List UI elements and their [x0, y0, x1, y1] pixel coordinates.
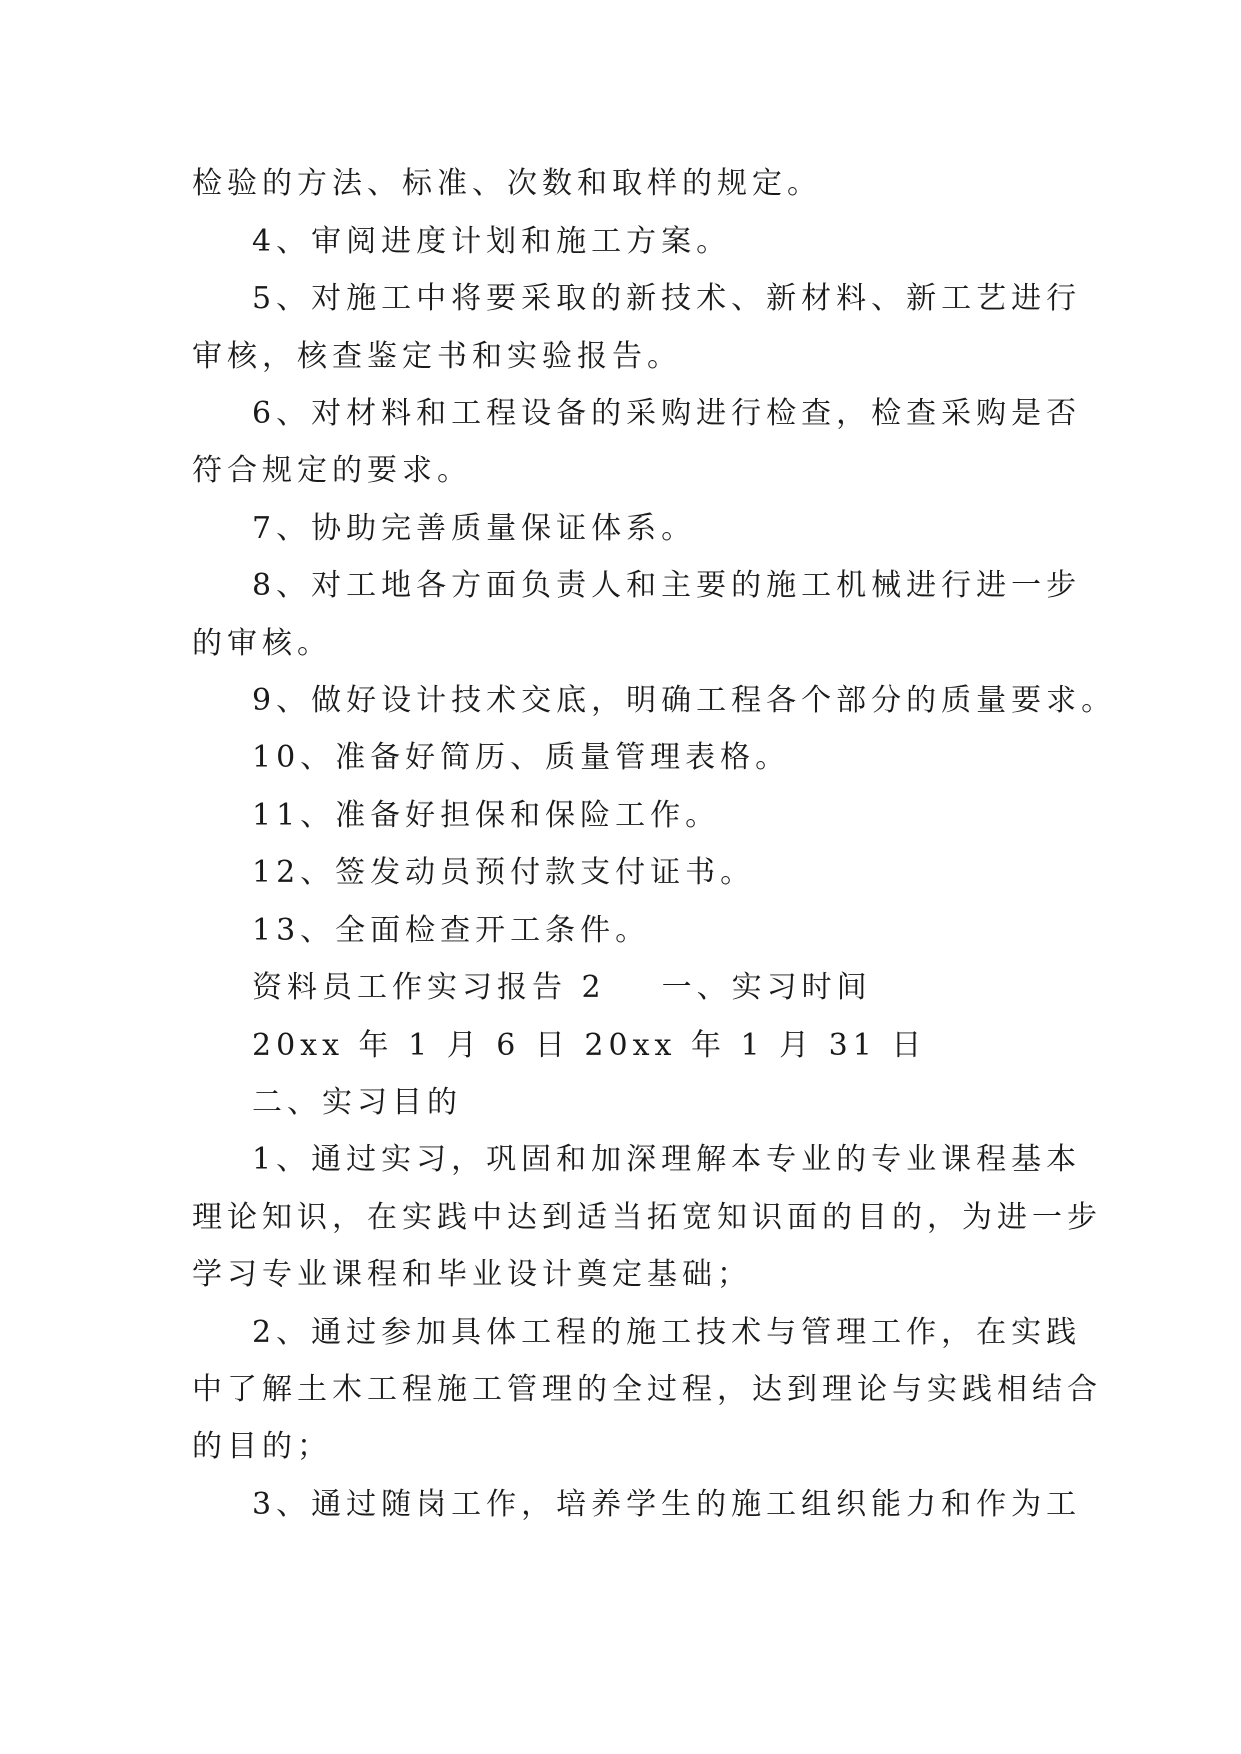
text-line: 9、做好设计技术交底，明确工程各个部分的质量要求。: [252, 683, 1117, 718]
text-line: 6、对材料和工程设备的采购进行检查，检查采购是否: [252, 396, 1082, 431]
text-line: 11、准备好担保和保险工作。: [252, 798, 721, 833]
text-line: 7、协助完善质量保证体系。: [252, 511, 697, 546]
text-line: 的目的；: [192, 1429, 332, 1464]
text-line: 1、通过实习，巩固和加深理解本专业的专业课程基本: [252, 1142, 1082, 1177]
subsection-title: 一、实习时间: [661, 970, 872, 1005]
text-line: 12、签发动员预付款支付证书。: [252, 855, 756, 890]
text-line: 2、通过参加具体工程的施工技术与管理工作，在实践: [252, 1315, 1082, 1350]
text-line: 3、通过随岗工作，培养学生的施工组织能力和作为工: [252, 1487, 1082, 1522]
report-title: 资料员工作实习报告 2: [252, 970, 606, 1005]
text-line: 10、准备好简历、质量管理表格。: [252, 740, 791, 775]
section-heading: [252, 968, 872, 1008]
text-line: 8、对工地各方面负责人和主要的施工机械进行进一步: [252, 568, 1082, 603]
text-line: 学习专业课程和毕业设计奠定基础；: [192, 1257, 752, 1292]
text-line: 二、实习目的: [252, 1085, 462, 1120]
text-line: 审核，核查鉴定书和实验报告。: [192, 339, 682, 374]
text-line: 13、全面检查开工条件。: [252, 913, 651, 948]
text-line: 4、审阅进度计划和施工方案。: [252, 224, 732, 259]
text-line: 的审核。: [192, 626, 332, 661]
text-line: 中了解土木工程施工管理的全过程，达到理论与实践相结合: [192, 1372, 1102, 1407]
text-line: 20xx 年 1 月 6 日 20xx 年 1 月 31 日: [252, 1028, 927, 1063]
text-line: 5、对施工中将要采取的新技术、新材料、新工艺进行: [252, 281, 1082, 316]
text-line: 符合规定的要求。: [192, 453, 472, 488]
text-line: 检验的方法、标准、次数和取样的规定。: [192, 166, 822, 201]
text-line: 理论知识，在实践中达到适当拓宽知识面的目的，为进一步: [192, 1200, 1102, 1235]
